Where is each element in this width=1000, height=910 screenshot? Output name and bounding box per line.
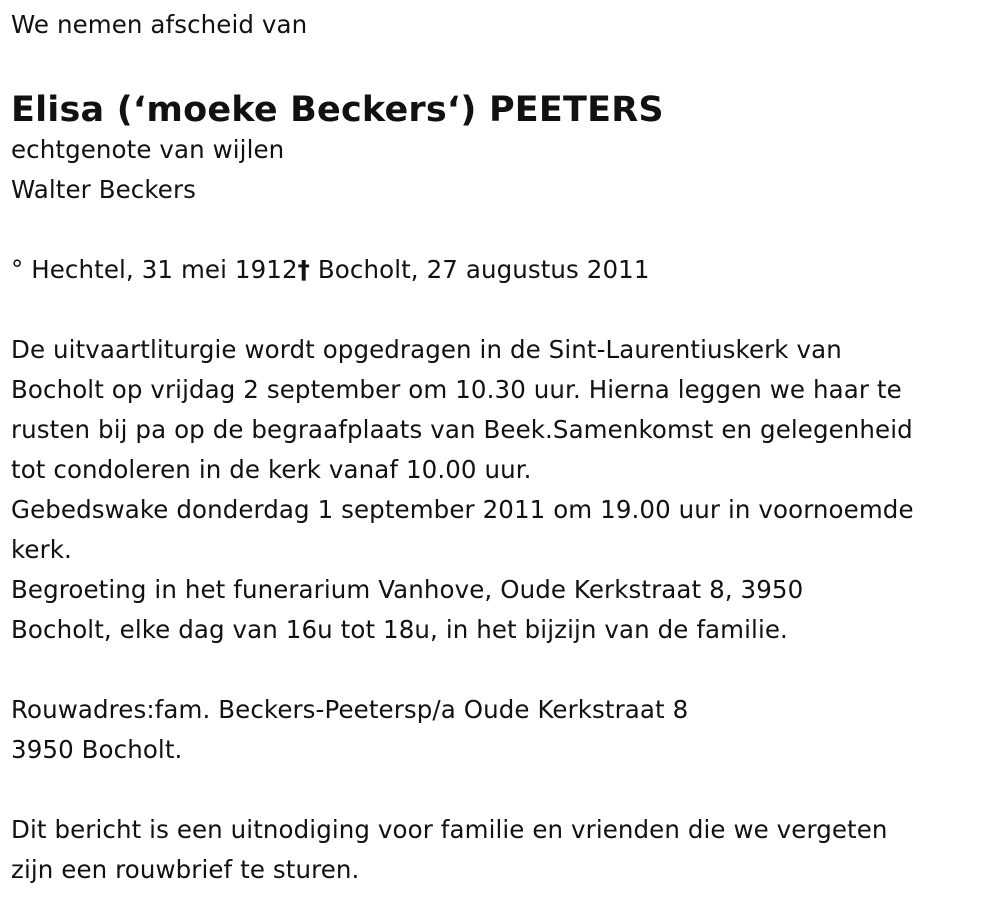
ceremony-line: De uitvaartliturgie wordt opgedragen in de Sint-Laurentiuskerk van (11, 335, 842, 364)
ceremony-line: rusten bij pa op de begraafplaats van Beek.Samenkomst en gelegenheid (11, 415, 913, 444)
invitation-notice (11, 810, 991, 890)
relation-line-2: Walter Beckers (11, 175, 196, 204)
notice-line-1: Dit bericht is een uitnodiging voor familie en vrienden die we vergeten (11, 815, 888, 844)
ceremony-line: tot condoleren in de kerk vanaf 10.00 uur. (11, 455, 532, 484)
spacer (11, 650, 991, 690)
birth-date: ° Hechtel, 31 mei 1912 (11, 255, 298, 284)
spacer (11, 770, 991, 810)
notice-line-2: zijn een rouwbrief te sturen. (11, 855, 360, 884)
ceremony-line: Gebedswake donderdag 1 september 2011 om 19.00 uur in voornoemde (11, 495, 914, 524)
spacer (11, 290, 991, 330)
ceremony-line: kerk. (11, 535, 72, 564)
address-line-2: 3950 Bocholt. (11, 735, 183, 764)
mourning-address (11, 690, 991, 770)
cross-icon: † (297, 255, 311, 284)
address-line-1: Rouwadres:fam. Beckers-Peetersp/a Oude Kerkstraat 8 (11, 695, 689, 724)
death-date: Bocholt, 27 augustus 2011 (310, 255, 650, 284)
intro-text: We nemen afscheid van (11, 10, 308, 39)
relation-line-1: echtgenote van wijlen (11, 135, 285, 164)
life-dates (11, 250, 991, 290)
deceased-name: Elisa (‘moeke Beckers‘) PEETERS (11, 90, 664, 130)
ceremony-paragraph (11, 330, 991, 650)
obituary-notice (11, 8, 991, 890)
spacer (11, 210, 991, 250)
ceremony-line: Begroeting in het funerarium Vanhove, Oude Kerkstraat 8, 3950 (11, 575, 804, 604)
ceremony-line: Bocholt op vrijdag 2 september om 10.30 uur. Hierna leggen we haar te (11, 375, 902, 404)
ceremony-line: Bocholt, elke dag van 16u tot 18u, in het bijzijn van de familie. (11, 615, 788, 644)
